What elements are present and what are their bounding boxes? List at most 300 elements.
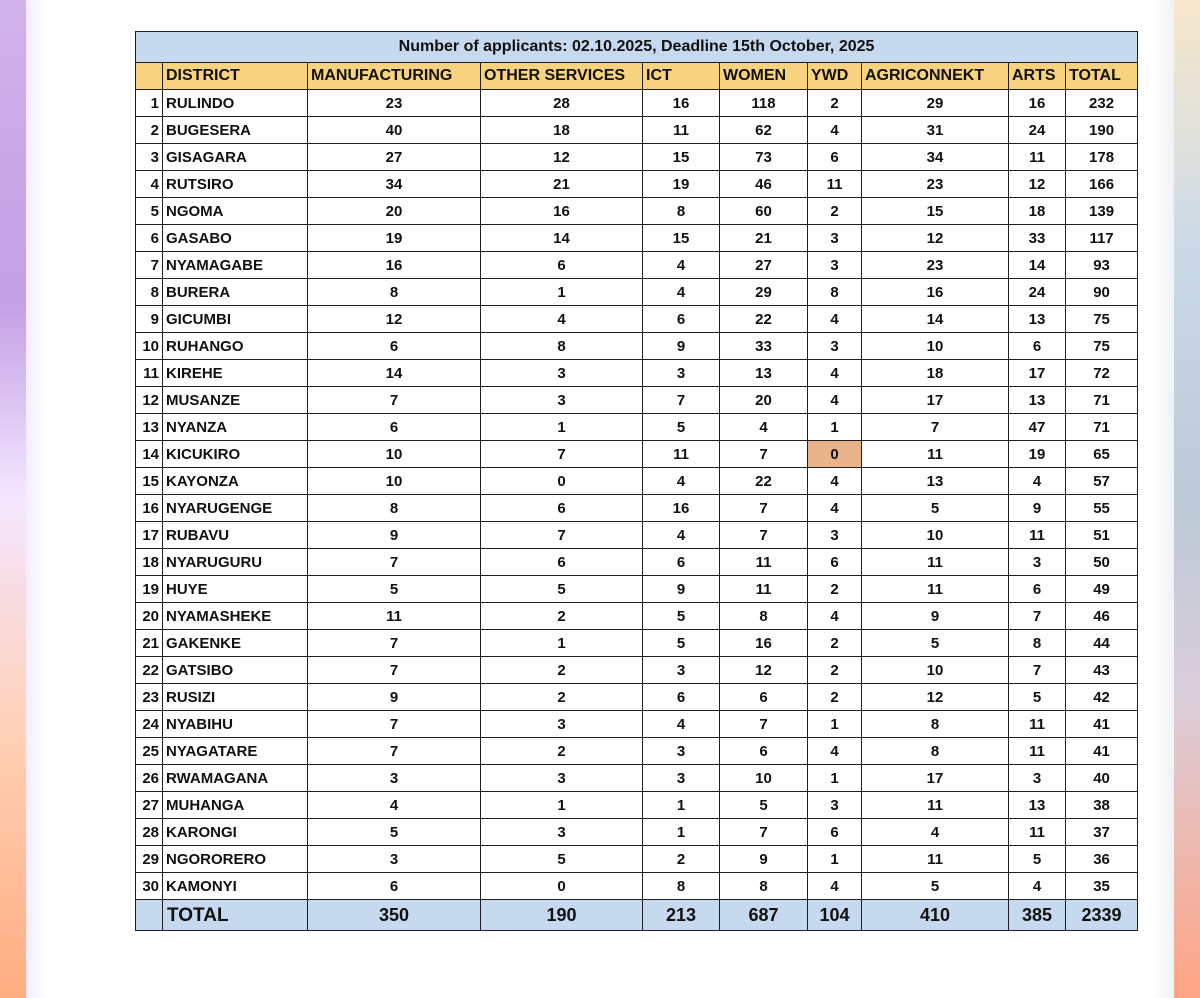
manufacturing-cell: 19: [308, 225, 481, 252]
agriconnekt-cell: 12: [862, 225, 1009, 252]
manufacturing-cell: 7: [308, 549, 481, 576]
right-edge-gradient: [1174, 0, 1200, 998]
table-row: [136, 306, 1138, 333]
total-agriconnekt: 410: [862, 900, 1009, 931]
row-number: 3: [136, 144, 163, 171]
total-cell: 55: [1066, 495, 1138, 522]
total-cell: 90: [1066, 279, 1138, 306]
header-total: TOTAL: [1066, 63, 1138, 90]
agriconnekt-cell: 11: [862, 576, 1009, 603]
women-cell: 8: [720, 873, 808, 900]
row-number: 21: [136, 630, 163, 657]
ict-cell: 9: [643, 576, 720, 603]
district-cell: HUYE: [163, 576, 308, 603]
manufacturing-cell: 7: [308, 738, 481, 765]
agriconnekt-cell: 4: [862, 819, 1009, 846]
ywd-cell: 6: [808, 819, 862, 846]
total-cell: 43: [1066, 657, 1138, 684]
header-row: [136, 63, 1138, 90]
total-cell: 44: [1066, 630, 1138, 657]
other-services-cell: 0: [481, 468, 643, 495]
total-cell: 41: [1066, 711, 1138, 738]
ywd-cell: 3: [808, 522, 862, 549]
row-number: 20: [136, 603, 163, 630]
row-number: 5: [136, 198, 163, 225]
other-services-cell: 8: [481, 333, 643, 360]
agriconnekt-cell: 10: [862, 333, 1009, 360]
total-ict: 213: [643, 900, 720, 931]
table-row: [136, 387, 1138, 414]
other-services-cell: 3: [481, 387, 643, 414]
table-row: [136, 657, 1138, 684]
ict-cell: 15: [643, 225, 720, 252]
arts-cell: 6: [1009, 576, 1066, 603]
ict-cell: 4: [643, 279, 720, 306]
women-cell: 22: [720, 306, 808, 333]
arts-cell: 33: [1009, 225, 1066, 252]
manufacturing-cell: 8: [308, 279, 481, 306]
manufacturing-cell: 8: [308, 495, 481, 522]
arts-cell: 4: [1009, 873, 1066, 900]
district-cell: RWAMAGANA: [163, 765, 308, 792]
ict-cell: 3: [643, 738, 720, 765]
table-row: [136, 90, 1138, 117]
row-number: 11: [136, 360, 163, 387]
row-number: 12: [136, 387, 163, 414]
arts-cell: 4: [1009, 468, 1066, 495]
table-row: [136, 549, 1138, 576]
other-services-cell: 0: [481, 873, 643, 900]
manufacturing-cell: 7: [308, 711, 481, 738]
women-cell: 11: [720, 576, 808, 603]
district-cell: GICUMBI: [163, 306, 308, 333]
arts-cell: 7: [1009, 603, 1066, 630]
district-cell: KARONGI: [163, 819, 308, 846]
agriconnekt-cell: 5: [862, 873, 1009, 900]
women-cell: 4: [720, 414, 808, 441]
ict-cell: 8: [643, 873, 720, 900]
other-services-cell: 4: [481, 306, 643, 333]
district-cell: MUSANZE: [163, 387, 308, 414]
row-number: 8: [136, 279, 163, 306]
total-cell: 117: [1066, 225, 1138, 252]
manufacturing-cell: 6: [308, 414, 481, 441]
manufacturing-cell: 10: [308, 468, 481, 495]
women-cell: 73: [720, 144, 808, 171]
row-number: 10: [136, 333, 163, 360]
row-number: 14: [136, 441, 163, 468]
district-cell: RUBAVU: [163, 522, 308, 549]
row-number: 30: [136, 873, 163, 900]
women-cell: 22: [720, 468, 808, 495]
manufacturing-cell: 4: [308, 792, 481, 819]
women-cell: 16: [720, 630, 808, 657]
row-number: 19: [136, 576, 163, 603]
arts-cell: 11: [1009, 819, 1066, 846]
women-cell: 20: [720, 387, 808, 414]
ict-cell: 15: [643, 144, 720, 171]
other-services-cell: 28: [481, 90, 643, 117]
row-number: 29: [136, 846, 163, 873]
district-cell: RUTSIRO: [163, 171, 308, 198]
district-cell: RUSIZI: [163, 684, 308, 711]
arts-cell: 11: [1009, 144, 1066, 171]
ict-cell: 5: [643, 630, 720, 657]
agriconnekt-cell: 23: [862, 252, 1009, 279]
row-number: 9: [136, 306, 163, 333]
ict-cell: 1: [643, 792, 720, 819]
ywd-cell: 4: [808, 117, 862, 144]
women-cell: 21: [720, 225, 808, 252]
ict-cell: 2: [643, 846, 720, 873]
total-index: [136, 900, 163, 931]
row-number: 7: [136, 252, 163, 279]
women-cell: 6: [720, 684, 808, 711]
district-cell: KICUKIRO: [163, 441, 308, 468]
manufacturing-cell: 23: [308, 90, 481, 117]
agriconnekt-cell: 10: [862, 657, 1009, 684]
arts-cell: 16: [1009, 90, 1066, 117]
other-services-cell: 14: [481, 225, 643, 252]
total-ywd: 104: [808, 900, 862, 931]
manufacturing-cell: 10: [308, 441, 481, 468]
ywd-cell: 6: [808, 144, 862, 171]
ict-cell: 5: [643, 414, 720, 441]
arts-cell: 6: [1009, 333, 1066, 360]
total-women: 687: [720, 900, 808, 931]
ywd-cell: 4: [808, 387, 862, 414]
header-agriconnekt: AGRICONNEKT: [862, 63, 1009, 90]
table-row: [136, 846, 1138, 873]
agriconnekt-cell: 12: [862, 684, 1009, 711]
other-services-cell: 1: [481, 414, 643, 441]
total-cell: 57: [1066, 468, 1138, 495]
ict-cell: 16: [643, 495, 720, 522]
manufacturing-cell: 3: [308, 765, 481, 792]
district-cell: NGOMA: [163, 198, 308, 225]
other-services-cell: 7: [481, 522, 643, 549]
women-cell: 13: [720, 360, 808, 387]
women-cell: 60: [720, 198, 808, 225]
row-number: 28: [136, 819, 163, 846]
total-cell: 178: [1066, 144, 1138, 171]
total-row: [136, 900, 1138, 931]
ywd-cell: 3: [808, 333, 862, 360]
district-cell: NYARUGENGE: [163, 495, 308, 522]
agriconnekt-cell: 34: [862, 144, 1009, 171]
district-cell: KIREHE: [163, 360, 308, 387]
women-cell: 7: [720, 819, 808, 846]
ywd-cell: 6: [808, 549, 862, 576]
table-row: [136, 873, 1138, 900]
women-cell: 7: [720, 441, 808, 468]
table-row: [136, 171, 1138, 198]
district-cell: NYAGATARE: [163, 738, 308, 765]
district-cell: KAYONZA: [163, 468, 308, 495]
title-row: [136, 32, 1138, 63]
total-cell: 232: [1066, 90, 1138, 117]
district-cell: BUGESERA: [163, 117, 308, 144]
total-cell: 71: [1066, 387, 1138, 414]
agriconnekt-cell: 5: [862, 630, 1009, 657]
manufacturing-cell: 12: [308, 306, 481, 333]
other-services-cell: 3: [481, 819, 643, 846]
table-row: [136, 333, 1138, 360]
ict-cell: 6: [643, 684, 720, 711]
agriconnekt-cell: 10: [862, 522, 1009, 549]
women-cell: 8: [720, 603, 808, 630]
table-row: [136, 738, 1138, 765]
other-services-cell: 5: [481, 576, 643, 603]
agriconnekt-cell: 8: [862, 738, 1009, 765]
district-cell: RUHANGO: [163, 333, 308, 360]
women-cell: 7: [720, 522, 808, 549]
total-cell: 51: [1066, 522, 1138, 549]
ywd-cell: 11: [808, 171, 862, 198]
manufacturing-cell: 14: [308, 360, 481, 387]
table-row: [136, 225, 1138, 252]
district-cell: GAKENKE: [163, 630, 308, 657]
manufacturing-cell: 16: [308, 252, 481, 279]
manufacturing-cell: 6: [308, 873, 481, 900]
arts-cell: 24: [1009, 279, 1066, 306]
total-cell: 75: [1066, 333, 1138, 360]
header-women: WOMEN: [720, 63, 808, 90]
total-arts: 385: [1009, 900, 1066, 931]
agriconnekt-cell: 11: [862, 792, 1009, 819]
ict-cell: 4: [643, 522, 720, 549]
table-row: [136, 360, 1138, 387]
table-row: [136, 684, 1138, 711]
women-cell: 118: [720, 90, 808, 117]
manufacturing-cell: 9: [308, 522, 481, 549]
ywd-cell: 2: [808, 684, 862, 711]
agriconnekt-cell: 23: [862, 171, 1009, 198]
table-row: [136, 792, 1138, 819]
row-number: 25: [136, 738, 163, 765]
other-services-cell: 6: [481, 495, 643, 522]
table-row: [136, 117, 1138, 144]
ict-cell: 7: [643, 387, 720, 414]
row-number: 27: [136, 792, 163, 819]
ywd-cell: 1: [808, 414, 862, 441]
agriconnekt-cell: 13: [862, 468, 1009, 495]
women-cell: 12: [720, 657, 808, 684]
table-row: [136, 711, 1138, 738]
left-edge-gradient: [0, 0, 26, 998]
arts-cell: 47: [1009, 414, 1066, 441]
total-cell: 42: [1066, 684, 1138, 711]
other-services-cell: 2: [481, 603, 643, 630]
agriconnekt-cell: 11: [862, 549, 1009, 576]
district-cell: RULINDO: [163, 90, 308, 117]
ict-cell: 3: [643, 765, 720, 792]
ywd-cell: 2: [808, 198, 862, 225]
arts-cell: 12: [1009, 171, 1066, 198]
table-title: Number of applicants: 02.10.2025, Deadline 15th October, 2025: [136, 32, 1138, 63]
other-services-cell: 2: [481, 738, 643, 765]
ywd-cell: 4: [808, 738, 862, 765]
header-manufacturing: MANUFACTURING: [308, 63, 481, 90]
ict-cell: 5: [643, 603, 720, 630]
ywd-cell: 1: [808, 846, 862, 873]
row-number: 17: [136, 522, 163, 549]
table-row: [136, 630, 1138, 657]
women-cell: 6: [720, 738, 808, 765]
row-number: 4: [136, 171, 163, 198]
table-row: [136, 765, 1138, 792]
other-services-cell: 6: [481, 252, 643, 279]
table-row: [136, 441, 1138, 468]
total-cell: 40: [1066, 765, 1138, 792]
other-services-cell: 21: [481, 171, 643, 198]
row-number: 24: [136, 711, 163, 738]
manufacturing-cell: 7: [308, 630, 481, 657]
ict-cell: 11: [643, 441, 720, 468]
total-cell: 72: [1066, 360, 1138, 387]
total-cell: 71: [1066, 414, 1138, 441]
table-row: [136, 522, 1138, 549]
arts-cell: 11: [1009, 711, 1066, 738]
row-number: 26: [136, 765, 163, 792]
row-number: 16: [136, 495, 163, 522]
ywd-cell: 2: [808, 657, 862, 684]
ywd-cell: 1: [808, 765, 862, 792]
manufacturing-cell: 5: [308, 819, 481, 846]
district-cell: BURERA: [163, 279, 308, 306]
header-index: [136, 63, 163, 90]
ict-cell: 3: [643, 657, 720, 684]
manufacturing-cell: 27: [308, 144, 481, 171]
ywd-cell: 4: [808, 468, 862, 495]
manufacturing-cell: 40: [308, 117, 481, 144]
row-number: 15: [136, 468, 163, 495]
other-services-cell: 3: [481, 765, 643, 792]
arts-cell: 8: [1009, 630, 1066, 657]
ict-cell: 3: [643, 360, 720, 387]
women-cell: 33: [720, 333, 808, 360]
district-cell: NGORORERO: [163, 846, 308, 873]
district-cell: GISAGARA: [163, 144, 308, 171]
manufacturing-cell: 20: [308, 198, 481, 225]
table-row: [136, 198, 1138, 225]
women-cell: 29: [720, 279, 808, 306]
agriconnekt-cell: 18: [862, 360, 1009, 387]
total-cell: 190: [1066, 117, 1138, 144]
agriconnekt-cell: 16: [862, 279, 1009, 306]
header-ict: ICT: [643, 63, 720, 90]
manufacturing-cell: 3: [308, 846, 481, 873]
arts-cell: 3: [1009, 549, 1066, 576]
table-row: [136, 252, 1138, 279]
agriconnekt-cell: 7: [862, 414, 1009, 441]
arts-cell: 5: [1009, 684, 1066, 711]
manufacturing-cell: 6: [308, 333, 481, 360]
other-services-cell: 18: [481, 117, 643, 144]
arts-cell: 17: [1009, 360, 1066, 387]
table-row: [136, 603, 1138, 630]
women-cell: 27: [720, 252, 808, 279]
other-services-cell: 1: [481, 279, 643, 306]
arts-cell: 11: [1009, 738, 1066, 765]
other-services-cell: 6: [481, 549, 643, 576]
ywd-cell: 8: [808, 279, 862, 306]
other-services-cell: 12: [481, 144, 643, 171]
ict-cell: 16: [643, 90, 720, 117]
ywd-cell: 3: [808, 252, 862, 279]
table-row: [136, 414, 1138, 441]
ywd-cell: 2: [808, 576, 862, 603]
total-manufacturing: 350: [308, 900, 481, 931]
ict-cell: 1: [643, 819, 720, 846]
ict-cell: 11: [643, 117, 720, 144]
arts-cell: 13: [1009, 387, 1066, 414]
ywd-cell: 4: [808, 873, 862, 900]
women-cell: 11: [720, 549, 808, 576]
agriconnekt-cell: 17: [862, 765, 1009, 792]
other-services-cell: 1: [481, 630, 643, 657]
agriconnekt-cell: 9: [862, 603, 1009, 630]
agriconnekt-cell: 17: [862, 387, 1009, 414]
arts-cell: 13: [1009, 792, 1066, 819]
agriconnekt-cell: 11: [862, 846, 1009, 873]
header-arts: ARTS: [1009, 63, 1066, 90]
total-cell: 93: [1066, 252, 1138, 279]
ywd-cell: 3: [808, 792, 862, 819]
row-number: 13: [136, 414, 163, 441]
arts-cell: 7: [1009, 657, 1066, 684]
ict-cell: 4: [643, 711, 720, 738]
total-label: TOTAL: [163, 900, 308, 931]
row-number: 22: [136, 657, 163, 684]
total-cell: 49: [1066, 576, 1138, 603]
district-cell: GATSIBO: [163, 657, 308, 684]
applicants-table: [135, 31, 1138, 931]
manufacturing-cell: 7: [308, 387, 481, 414]
district-cell: GASABO: [163, 225, 308, 252]
other-services-cell: 5: [481, 846, 643, 873]
arts-cell: 24: [1009, 117, 1066, 144]
total-cell: 65: [1066, 441, 1138, 468]
district-cell: MUHANGA: [163, 792, 308, 819]
manufacturing-cell: 9: [308, 684, 481, 711]
header-ywd: YWD: [808, 63, 862, 90]
arts-cell: 3: [1009, 765, 1066, 792]
ict-cell: 6: [643, 306, 720, 333]
other-services-cell: 1: [481, 792, 643, 819]
arts-cell: 5: [1009, 846, 1066, 873]
district-cell: NYANZA: [163, 414, 308, 441]
row-number: 18: [136, 549, 163, 576]
arts-cell: 14: [1009, 252, 1066, 279]
other-services-cell: 16: [481, 198, 643, 225]
ywd-cell: 4: [808, 306, 862, 333]
arts-cell: 9: [1009, 495, 1066, 522]
total-total: 2339: [1066, 900, 1138, 931]
ywd-cell: 2: [808, 90, 862, 117]
arts-cell: 11: [1009, 522, 1066, 549]
header-district: DISTRICT: [163, 63, 308, 90]
total-cell: 75: [1066, 306, 1138, 333]
header-other-services: OTHER SERVICES: [481, 63, 643, 90]
row-number: 6: [136, 225, 163, 252]
total-cell: 38: [1066, 792, 1138, 819]
agriconnekt-cell: 15: [862, 198, 1009, 225]
agriconnekt-cell: 29: [862, 90, 1009, 117]
row-number: 23: [136, 684, 163, 711]
agriconnekt-cell: 31: [862, 117, 1009, 144]
table-row: [136, 279, 1138, 306]
